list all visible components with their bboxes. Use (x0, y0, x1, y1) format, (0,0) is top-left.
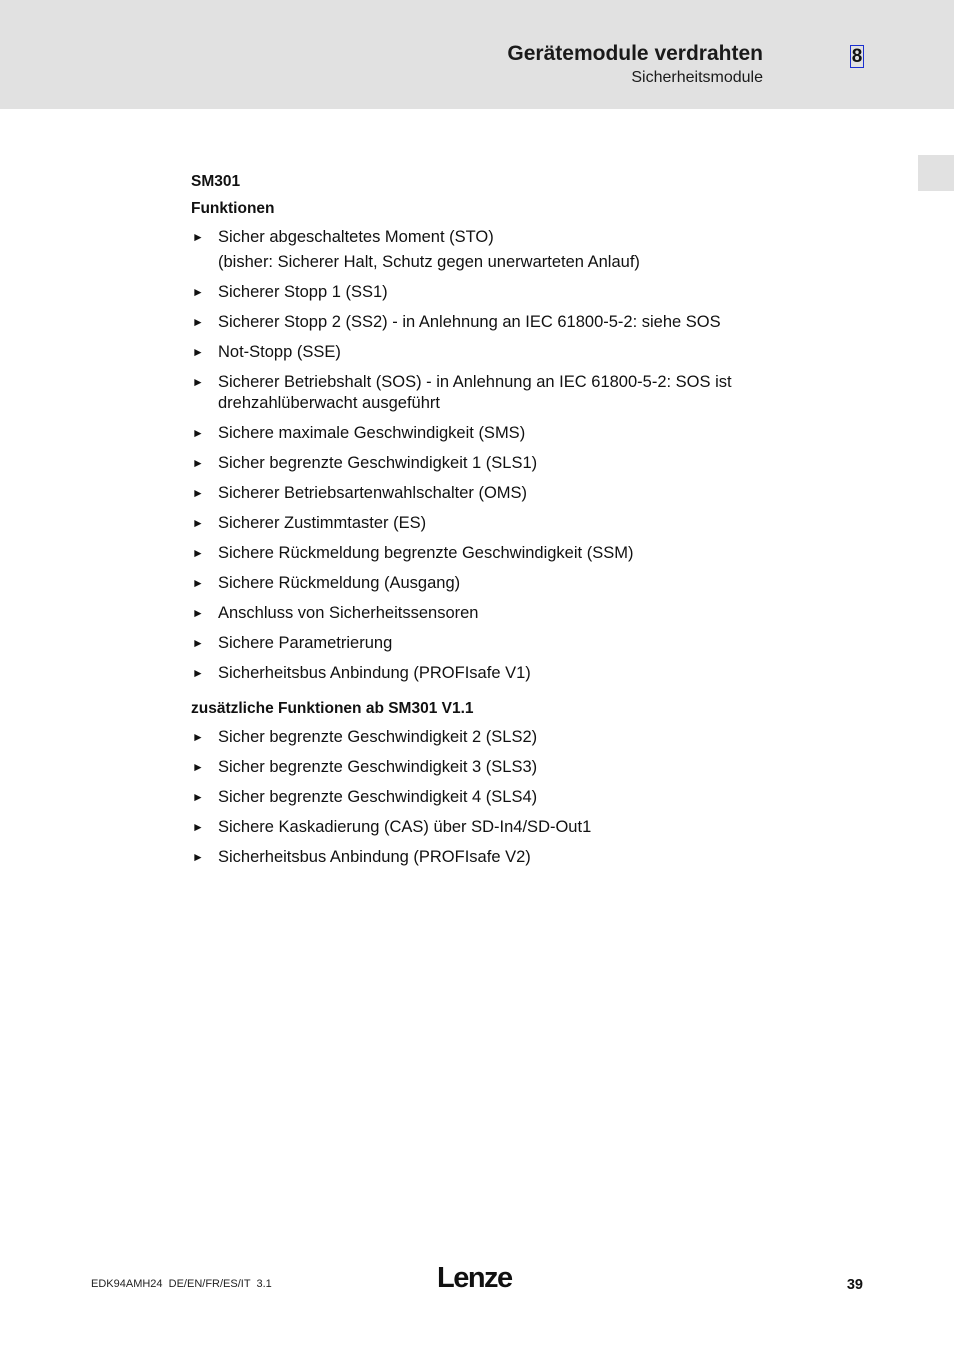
list-item: ► Sichere Rückmeldung begrenzte Geschwindigkeit (SSM) (192, 544, 634, 562)
chapter-number-link[interactable]: 8 (851, 46, 863, 67)
bullet-arrow-icon: ► (192, 606, 204, 620)
bullet-arrow-icon: ► (192, 375, 204, 389)
list-item: ► Sicherer Betriebshalt (SOS) - in Anlehnung an IEC 61800-5-2: SOS ist drehzahlüberwacht ausgeführt (192, 373, 732, 412)
bullet-arrow-icon: ► (192, 850, 204, 864)
bullet-arrow-icon: ► (192, 760, 204, 774)
bullet-arrow-icon: ► (192, 546, 204, 560)
list-item: ► Not-Stopp (SSE) (192, 343, 341, 361)
list-item: ► Sichere Parametrierung (192, 634, 393, 652)
bullet-arrow-icon: ► (192, 230, 204, 244)
list-item: ► Sichere maximale Geschwindigkeit (SMS) (192, 424, 526, 442)
bullet-arrow-icon: ► (192, 636, 204, 650)
module-heading: SM301 (191, 173, 241, 190)
bullet-arrow-icon: ► (192, 666, 204, 680)
list-item: ► Sicherheitsbus Anbindung (PROFIsafe V1) (192, 664, 531, 682)
page-content (191, 172, 811, 877)
list-item: ► Sicher begrenzte Geschwindigkeit 4 (SLS4) (192, 788, 538, 806)
list-item: ► Sicher begrenzte Geschwindigkeit 1 (SLS1) (192, 454, 538, 472)
bullet-arrow-icon: ► (192, 426, 204, 440)
extra-functions-heading: zusätzliche Funktionen ab SM301 V1.1 (191, 700, 474, 717)
extra-functions-list (191, 727, 811, 868)
bullet-arrow-icon: ► (192, 345, 204, 359)
lenze-logo: Lenze (437, 1262, 512, 1294)
list-item: ► Sicherer Stopp 2 (SS2) - in Anlehnung an IEC 61800-5-2: siehe SOS (192, 313, 721, 331)
list-item: ► Sicherer Stopp 1 (SS1) (192, 283, 388, 301)
bullet-arrow-icon: ► (192, 516, 204, 530)
list-item: ► Sicherer Zustimmtaster (ES) (192, 514, 427, 532)
bullet-arrow-icon: ► (192, 285, 204, 299)
bullet-arrow-icon: ► (192, 730, 204, 744)
list-item: ► Sicher begrenzte Geschwindigkeit 3 (SLS3) (192, 758, 538, 776)
chapter-side-tab (918, 155, 954, 191)
list-item: ► Sicherer Betriebsartenwahlschalter (OMS) (192, 484, 528, 502)
bullet-arrow-icon: ► (192, 486, 204, 500)
document-id: EDK94AMH24 DE/EN/FR/ES/IT 3.1 (91, 1278, 272, 1290)
page-header (0, 0, 954, 109)
functions-list (191, 227, 811, 684)
list-item: ► Sichere Rückmeldung (Ausgang) (192, 574, 461, 592)
list-item: ► Sichere Kaskadierung (CAS) über SD-In4/SD-Out1 (192, 818, 592, 836)
bullet-arrow-icon: ► (192, 820, 204, 834)
list-item: ► Anschluss von Sicherheitssensoren (192, 604, 479, 622)
bullet-arrow-icon: ► (192, 315, 204, 329)
chapter-title: Gerätemodule verdrahten (507, 42, 763, 65)
functions-heading: Funktionen (191, 200, 275, 217)
bullet-arrow-icon: ► (192, 576, 204, 590)
bullet-arrow-icon: ► (192, 790, 204, 804)
list-item: ► Sicher begrenzte Geschwindigkeit 2 (SLS2) (192, 728, 538, 746)
bullet-arrow-icon: ► (192, 456, 204, 470)
list-item: ► Sicher abgeschaltetes Moment (STO) (bisher: Sicherer Halt, Schutz gegen unerwarteten Anlauf) (192, 228, 640, 271)
chapter-subtitle: Sicherheitsmodule (631, 69, 763, 86)
page-number: 39 (846, 1277, 863, 1293)
list-item: ► Sicherheitsbus Anbindung (PROFIsafe V2) (192, 848, 531, 866)
